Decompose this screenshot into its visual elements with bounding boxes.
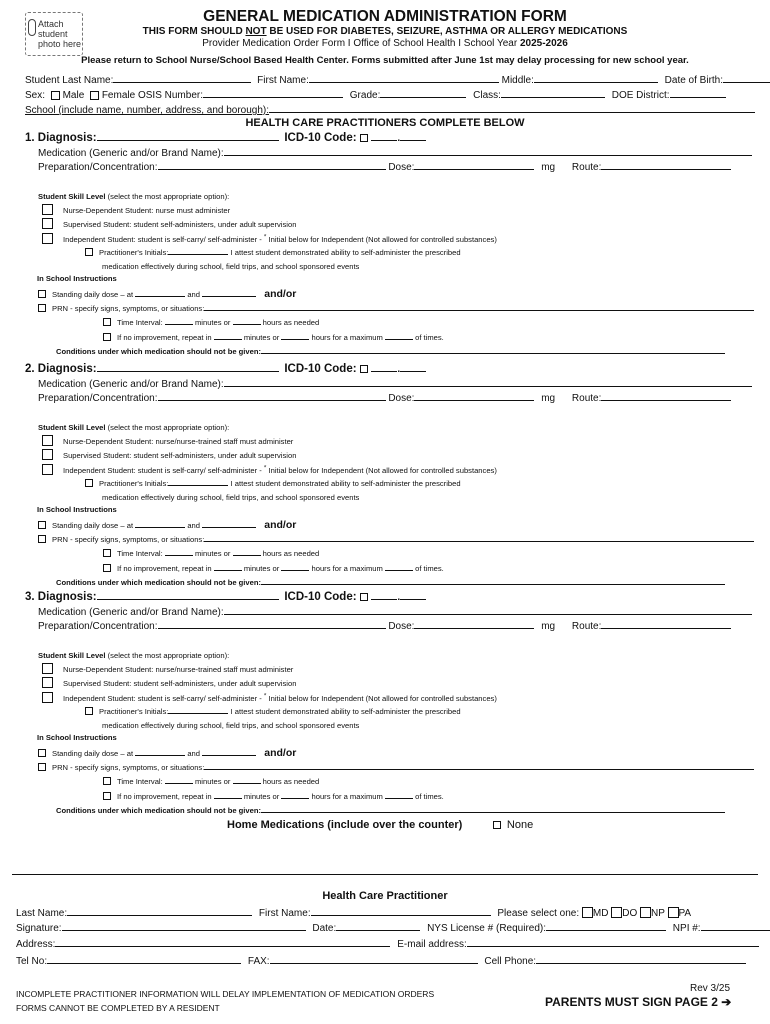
osis-field[interactable] bbox=[203, 88, 343, 98]
nurse-dependent-checkbox[interactable] bbox=[42, 663, 53, 674]
dose-field[interactable] bbox=[414, 160, 534, 170]
form-subtitle: THIS FORM SHOULD NOT BE USED FOR DIABETES, SEIZURE, ASTHMA OR ALLERGY MEDICATIONS bbox=[142, 26, 628, 37]
standing-dose-row: Standing daily dose – at and and/or bbox=[37, 747, 296, 759]
skill-level-heading: Student Skill Level (select the most appropriate option): bbox=[38, 423, 230, 432]
practitioner-initials-row: Practitioner's Initials: I attest student demonstrated ability to self-administer the prescribed bbox=[84, 706, 461, 716]
icd-field-a[interactable] bbox=[371, 590, 397, 600]
conditions-field[interactable] bbox=[261, 805, 725, 813]
prep-field[interactable] bbox=[158, 160, 386, 170]
independent-checkbox[interactable] bbox=[42, 692, 53, 703]
in-school-heading: In School Instructions bbox=[37, 733, 117, 742]
initials-field[interactable] bbox=[168, 478, 228, 486]
nurse-dependent-checkbox[interactable] bbox=[42, 435, 53, 446]
standing-time-1[interactable] bbox=[135, 748, 185, 756]
np-checkbox[interactable] bbox=[640, 907, 651, 918]
npi-field[interactable] bbox=[701, 921, 770, 931]
time-interval-checkbox[interactable] bbox=[103, 318, 111, 326]
icd-checkbox[interactable] bbox=[360, 593, 368, 601]
cell-phone-field[interactable] bbox=[536, 954, 746, 964]
practitioner-initials-row: Practitioner's Initials: I attest student demonstrated ability to self-administer the prescribed bbox=[84, 478, 461, 488]
conditions-field[interactable] bbox=[261, 346, 725, 354]
skill-level-heading: Student Skill Level (select the most appropriate option): bbox=[38, 651, 230, 660]
supervised-checkbox[interactable] bbox=[42, 218, 53, 229]
repeat-checkbox[interactable] bbox=[103, 792, 111, 800]
prn-checkbox[interactable] bbox=[38, 535, 46, 543]
initials-checkbox[interactable] bbox=[85, 707, 93, 715]
route-field[interactable] bbox=[601, 391, 731, 401]
do-checkbox[interactable] bbox=[611, 907, 622, 918]
initials-checkbox[interactable] bbox=[85, 479, 93, 487]
standing-time-2[interactable] bbox=[202, 520, 256, 528]
school-field[interactable] bbox=[269, 103, 755, 113]
standing-dose-checkbox[interactable] bbox=[38, 749, 46, 757]
repeat-minutes-field[interactable] bbox=[214, 791, 242, 799]
diagnosis-3-row: 3. Diagnosis: ICD-10 Code: . bbox=[25, 590, 426, 603]
pa-checkbox[interactable] bbox=[668, 907, 679, 918]
prep-row: Preparation/Concentration: Dose: mg Route: bbox=[38, 619, 731, 632]
hcp-heading: HEALTH CARE PRACTITIONERS COMPLETE BELOW bbox=[245, 117, 525, 129]
home-meds-row bbox=[227, 819, 533, 831]
prn-field[interactable] bbox=[204, 534, 754, 542]
repeat-checkbox[interactable] bbox=[103, 333, 111, 341]
icd-label: ICD-10 Code: bbox=[284, 363, 357, 375]
icd-field-b[interactable] bbox=[400, 362, 426, 372]
repeat-hours-field[interactable] bbox=[281, 563, 309, 571]
prn-field[interactable] bbox=[204, 303, 754, 311]
photo-label: Attach student photo here bbox=[38, 19, 82, 49]
tel-field[interactable] bbox=[47, 954, 241, 964]
max-times-field[interactable] bbox=[385, 332, 413, 340]
time-interval-checkbox[interactable] bbox=[103, 549, 111, 557]
independent-option: Independent Student: student is self-carry/ self-administer - * Initial below for Independent (Not allowed for controlled substances) bbox=[42, 464, 497, 475]
practitioner-row-2: Signature: Date: NYS License # (Required): NPI #: bbox=[16, 921, 770, 934]
icd-label: ICD-10 Code: bbox=[284, 591, 357, 603]
supervised-checkbox[interactable] bbox=[42, 449, 53, 460]
repeat-row: If no improvement, repeat in minutes or hours for a maximum of times. bbox=[102, 791, 444, 801]
parents-must-sign: PARENTS MUST SIGN PAGE 2 ➔ bbox=[545, 995, 732, 1009]
email-field[interactable] bbox=[467, 937, 759, 947]
supervised-checkbox[interactable] bbox=[42, 677, 53, 688]
diagnosis-1-row: 1. Diagnosis: ICD-10 Code: . bbox=[25, 131, 426, 144]
icd-label: ICD-10 Code: bbox=[284, 132, 357, 144]
nurse-dependent-checkbox[interactable] bbox=[42, 204, 53, 215]
interval-hours-field[interactable] bbox=[233, 317, 261, 325]
route-field[interactable] bbox=[601, 160, 731, 170]
standing-dose-row: Standing daily dose – at and and/or bbox=[37, 519, 296, 531]
standing-dose-row: Standing daily dose – at and and/or bbox=[37, 288, 296, 300]
prn-row: PRN - specify signs, symptoms, or situations: bbox=[37, 303, 754, 313]
icd-field-b[interactable] bbox=[400, 131, 426, 141]
repeat-row: If no improvement, repeat in minutes or hours for a maximum of times. bbox=[102, 563, 444, 573]
standing-dose-checkbox[interactable] bbox=[38, 521, 46, 529]
divider bbox=[12, 874, 758, 875]
diagnosis-field[interactable] bbox=[97, 131, 279, 141]
attest-continued: medication effectively during school, field trips, and school sponsored events bbox=[102, 721, 360, 730]
date-field[interactable] bbox=[336, 921, 420, 931]
standing-time-1[interactable] bbox=[135, 520, 185, 528]
time-interval-row: Time Interval: minutes or hours as needed bbox=[102, 317, 319, 327]
student-row-1: Student Last Name: First Name: Middle: Date of Birth: bbox=[25, 73, 770, 86]
supervised-option: Supervised Student: student self-administers, under adult supervision bbox=[42, 449, 296, 460]
prep-row: Preparation/Concentration: Dose: mg Route: bbox=[38, 160, 731, 173]
icd-checkbox[interactable] bbox=[360, 365, 368, 373]
diagnosis-field[interactable] bbox=[97, 362, 279, 372]
repeat-hours-field[interactable] bbox=[281, 332, 309, 340]
dose-field[interactable] bbox=[414, 391, 534, 401]
form-subtitle-2: Provider Medication Order Form I Office of School Health I School Year 2025-2026 bbox=[202, 38, 568, 49]
interval-hours-field[interactable] bbox=[233, 776, 261, 784]
initials-checkbox[interactable] bbox=[85, 248, 93, 256]
in-school-heading: In School Instructions bbox=[37, 505, 117, 514]
standing-time-2[interactable] bbox=[202, 748, 256, 756]
diagnosis-2-row: 2. Diagnosis: ICD-10 Code: . bbox=[25, 362, 426, 375]
interval-minutes-field[interactable] bbox=[165, 317, 193, 325]
icd-field-b[interactable] bbox=[400, 590, 426, 600]
prep-field[interactable] bbox=[158, 619, 386, 629]
school-row: School (include name, number, address, and borough): bbox=[25, 103, 755, 116]
grade-field[interactable] bbox=[380, 88, 466, 98]
female-checkbox[interactable] bbox=[90, 91, 99, 100]
in-school-heading: In School Instructions bbox=[37, 274, 117, 283]
doe-district-field[interactable] bbox=[670, 88, 726, 98]
repeat-minutes-field[interactable] bbox=[214, 563, 242, 571]
time-interval-row: Time Interval: minutes or hours as needed bbox=[102, 548, 319, 558]
none-checkbox[interactable] bbox=[493, 821, 501, 829]
prep-row: Preparation/Concentration: Dose: mg Route: bbox=[38, 391, 731, 404]
revision: Rev 3/25 bbox=[690, 983, 731, 994]
repeat-minutes-field[interactable] bbox=[214, 332, 242, 340]
independent-option: Independent Student: student is self-carry/ self-administer - * Initial below for Independent (Not allowed for controlled substances) bbox=[42, 692, 497, 703]
interval-minutes-field[interactable] bbox=[165, 548, 193, 556]
prep-field[interactable] bbox=[158, 391, 386, 401]
diagnosis-label: 3. Diagnosis: bbox=[25, 591, 97, 603]
medication-field[interactable] bbox=[224, 146, 752, 156]
route-field[interactable] bbox=[601, 619, 731, 629]
standing-time-2[interactable] bbox=[202, 289, 256, 297]
student-first-name-field[interactable] bbox=[309, 73, 499, 83]
fax-field[interactable] bbox=[270, 954, 478, 964]
diagnosis-field[interactable] bbox=[97, 590, 279, 600]
practitioner-heading: Health Care Practitioner bbox=[322, 890, 448, 902]
practitioner-row-3: Address: E-mail address: bbox=[16, 937, 759, 950]
class-field[interactable] bbox=[501, 88, 605, 98]
initials-field[interactable] bbox=[168, 247, 228, 255]
practitioner-row-1: Last Name: First Name: Please select one: MD DO NP PA bbox=[16, 908, 692, 919]
max-times-field[interactable] bbox=[385, 563, 413, 571]
icd-field-a[interactable] bbox=[371, 131, 397, 141]
independent-option: Independent Student: student is self-carry/ self-administer - * Initial below for Independent (Not allowed for controlled substances) bbox=[42, 233, 497, 244]
medication-field[interactable] bbox=[224, 377, 752, 387]
nurse-dependent-option: Nurse-Dependent Student: nurse must administer bbox=[42, 204, 230, 215]
supervised-option: Supervised Student: student self-administers, under adult supervision bbox=[42, 218, 296, 229]
diagnosis-label: 2. Diagnosis: bbox=[25, 363, 97, 375]
standing-time-1[interactable] bbox=[135, 289, 185, 297]
repeat-row: If no improvement, repeat in minutes or hours for a maximum of times. bbox=[102, 332, 444, 342]
form-title: GENERAL MEDICATION ADMINISTRATION FORM bbox=[203, 8, 567, 25]
medication-row: Medication (Generic and/or Brand Name): bbox=[38, 605, 752, 618]
prn-checkbox[interactable] bbox=[38, 304, 46, 312]
practitioner-row-4: Tel No: FAX: Cell Phone: bbox=[16, 954, 746, 967]
time-interval-row: Time Interval: minutes or hours as needed bbox=[102, 776, 319, 786]
repeat-hours-field[interactable] bbox=[281, 791, 309, 799]
icd-checkbox[interactable] bbox=[360, 134, 368, 142]
md-checkbox[interactable] bbox=[582, 907, 593, 918]
time-interval-checkbox[interactable] bbox=[103, 777, 111, 785]
practitioner-last-name-field[interactable] bbox=[67, 906, 252, 916]
attest-continued: medication effectively during school, field trips, and school sponsored events bbox=[102, 493, 360, 502]
attest-continued: medication effectively during school, field trips, and school sponsored events bbox=[102, 262, 360, 271]
practitioner-first-name-field[interactable] bbox=[311, 906, 491, 916]
conditions-row: Conditions under which medication should not be given: bbox=[56, 346, 725, 356]
initials-field[interactable] bbox=[168, 706, 228, 714]
conditions-field[interactable] bbox=[261, 577, 725, 585]
prn-row: PRN - specify signs, symptoms, or situations: bbox=[37, 762, 754, 772]
independent-checkbox[interactable] bbox=[42, 464, 53, 475]
resident-notice: FORMS CANNOT BE COMPLETED BY A RESIDENT bbox=[16, 1003, 220, 1013]
supervised-option: Supervised Student: student self-administers, under adult supervision bbox=[42, 677, 296, 688]
icd-field-a[interactable] bbox=[371, 362, 397, 372]
independent-checkbox[interactable] bbox=[42, 233, 53, 244]
standing-dose-checkbox[interactable] bbox=[38, 290, 46, 298]
interval-minutes-field[interactable] bbox=[165, 776, 193, 784]
medication-field[interactable] bbox=[224, 605, 752, 615]
license-field[interactable] bbox=[546, 921, 666, 931]
prn-field[interactable] bbox=[204, 762, 754, 770]
max-times-field[interactable] bbox=[385, 791, 413, 799]
diagnosis-label: 1. Diagnosis: bbox=[25, 132, 97, 144]
arrow-right-icon: ➔ bbox=[721, 995, 732, 1009]
student-middle-field[interactable] bbox=[534, 73, 658, 83]
nurse-dependent-option: Nurse-Dependent Student: nurse/nurse-trained staff must administer bbox=[42, 435, 293, 446]
address-field[interactable] bbox=[55, 937, 390, 947]
home-meds-label: Home Medications (include over the counter) bbox=[227, 819, 463, 831]
dob-field[interactable] bbox=[723, 73, 770, 83]
skill-level-heading: Student Skill Level (select the most appropriate option): bbox=[38, 192, 230, 201]
conditions-row: Conditions under which medication should not be given: bbox=[56, 805, 725, 815]
medication-row: Medication (Generic and/or Brand Name): bbox=[38, 377, 752, 390]
repeat-checkbox[interactable] bbox=[103, 564, 111, 572]
prn-checkbox[interactable] bbox=[38, 763, 46, 771]
dose-field[interactable] bbox=[414, 619, 534, 629]
male-checkbox[interactable] bbox=[51, 91, 60, 100]
prn-row: PRN - specify signs, symptoms, or situations: bbox=[37, 534, 754, 544]
student-row-2: Sex: Male Female OSIS Number: Grade: Class: DOE District: bbox=[25, 88, 726, 101]
return-notice: Please return to School Nurse/School Based Health Center. Forms submitted after June 1st may delay processing for new school year. bbox=[81, 55, 689, 66]
none-label: None bbox=[506, 819, 534, 831]
interval-hours-field[interactable] bbox=[233, 548, 261, 556]
signature-field[interactable] bbox=[62, 921, 306, 931]
nurse-dependent-option: Nurse-Dependent Student: nurse/nurse-trained staff must administer bbox=[42, 663, 293, 674]
practitioner-initials-row: Practitioner's Initials: I attest student demonstrated ability to self-administer the prescribed bbox=[84, 247, 461, 257]
medication-row: Medication (Generic and/or Brand Name): bbox=[38, 146, 752, 159]
student-last-name-field[interactable] bbox=[113, 73, 251, 83]
incomplete-notice: INCOMPLETE PRACTITIONER INFORMATION WILL DELAY IMPLEMENTATION OF MEDICATION ORDERS bbox=[16, 989, 435, 999]
conditions-row: Conditions under which medication should not be given: bbox=[56, 577, 725, 587]
